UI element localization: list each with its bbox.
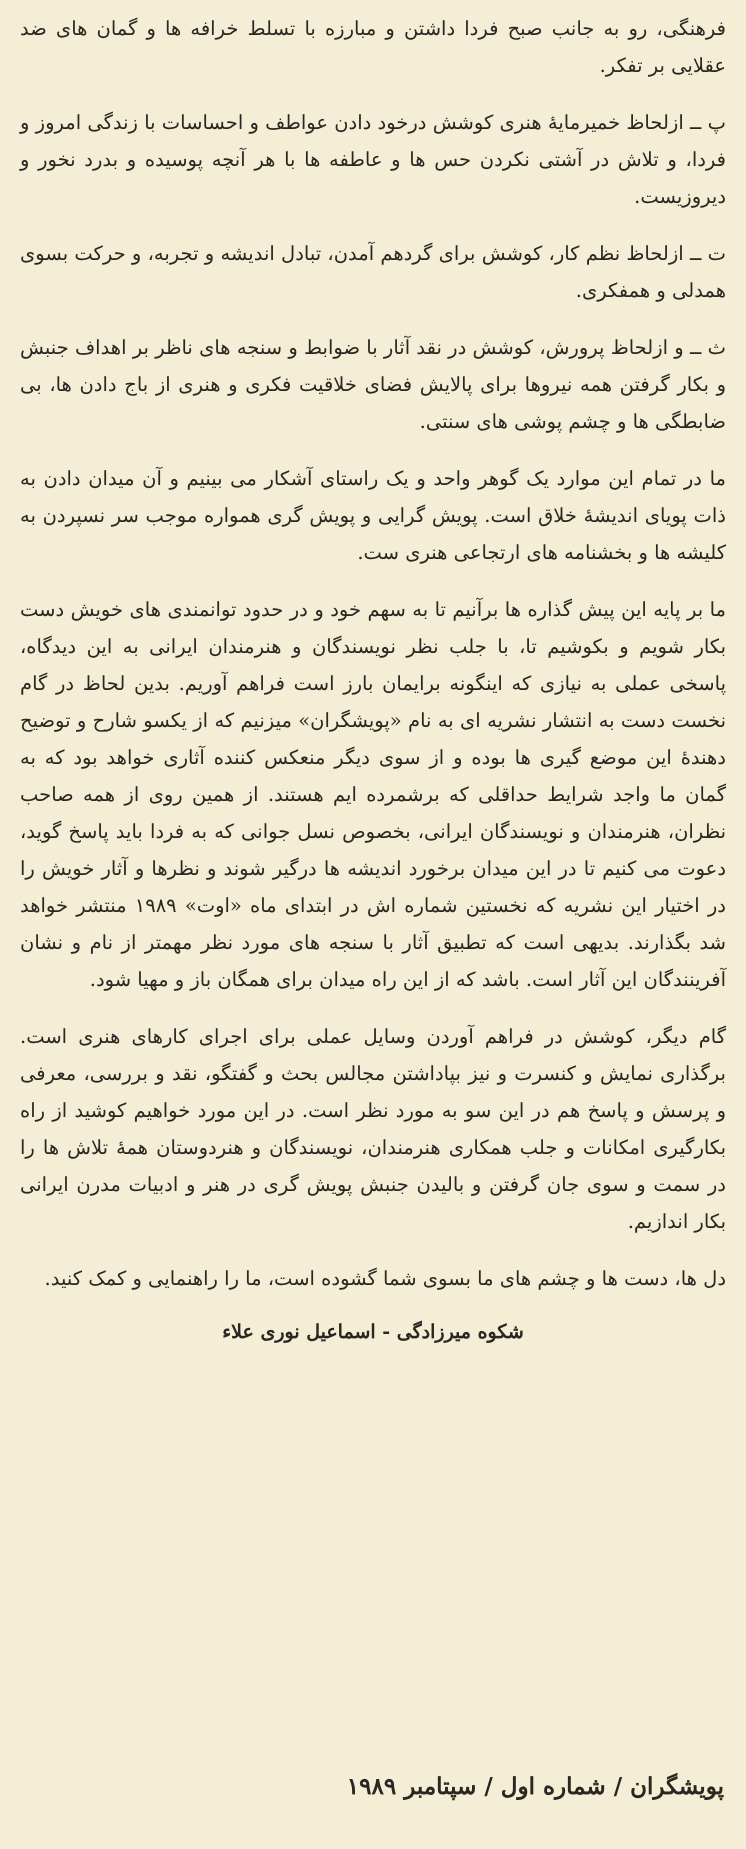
paragraph-item-pe: پ ــ ازلحاظ خمیرمایهٔ هنری کوشش درخود دادن عواطف و احساسات با زندگی امروز و فردا، و تلاش در آشتی نکردن حس ها و عاطفه ها با هر آنچه پوسیده و بدرد نخور و دیروزیست.	[20, 111, 726, 208]
paragraph-item-te: ت ــ ازلحاظ نظم کار، کوشش برای گردهم آمدن، تبادل اندیشه و تجربه، و حرکت بسوی همدلی و همفکری.	[20, 242, 726, 302]
authors-signature: شکوه میرزادگی - اسماعیل نوری علاء	[222, 1321, 524, 1343]
publication-footer: پویشگران / شماره اول / سپتامبر ۱۹۸۹	[346, 1773, 724, 1800]
paragraph-item-se: ث ــ و ازلحاظ پرورش، کوشش در نقد آثار با ضوابط و سنجه های ناظر بر اهداف جنبش و بکار گرفتن همه نیروها برای پالایش فضای خلاقیت فکری و هنری از باج دادن ها، بی ضابطگی ها و چشم پوشی های سنتی.	[20, 336, 726, 433]
paragraph-essence: ما در تمام این موارد یک گوهر واحد و یک راستای آشکار می بینیم و آن میدان دادن به ذات پویای اندیشهٔ خلاق است. پویش گرایی و پویش گری همواره موجب سر نسپردن به کلیشه ها و بخشنامه های ارتجاعی هنری ست.	[20, 467, 726, 564]
paragraph-closing: دل ها، دست ها و چشم های ما بسوی شما گشوده است، ما را راهنمایی و کمک کنید.	[44, 1267, 726, 1290]
paragraph-next-step: گام دیگر، کوشش در فراهم آوردن وسایل عملی برای اجرای کارهای هنری است. برگذاری نمایش و کنسرت و نیز بپاداشتن مجالس بحث و گفتگو، نقد و بررسی، معرفی و پرسش و پاسخ هم در این سو به مورد نظر است. در این مورد خواهیم کوشید از راه بکارگیری امکانات و جلب همکاری هنرمندان، نویسندگان و هنردوستان همهٔ تلاش ها را در سمت و سوی جان گرفتن و بالیدن جنبش پویش گری در هنر و ادبیات مدرن ایرانی بکار اندازیم.	[20, 1025, 726, 1233]
paragraph-intro-continuation: فرهنگی، رو به جانب صبح فردا داشتن و مبارزه با تسلط خرافه ها و گمان های ضد عقلایی بر تفکر.	[20, 17, 726, 77]
paragraph-publication: ما بر پایه این پیش گذاره ها برآنیم تا به سهم خود و در حدود توانمندی های خویش دست بکار شویم و بکوشیم تا، با جلب نظر نویسندگان و هنرمندان ایرانی به این دیدگاه، پاسخی عملی به نیازی که اینگونه برایمان بارز است فراهم آوریم. بدین لحاظ در گام نخست دست به انتشار نشریه ای به نام «پویشگران» میزنیم که از یکسو شارح و توضیح دهندهٔ این موضع گیری ها بوده و از سوی دیگر منعکس کننده آثاری خواهد بود که به گمان ما واجد شرایط حداقلی که برشمرده ایم هستند. از همین روی از همه صاحب نظران، هنرمندان و نویسندگان ایرانی، بخصوص نسل جوانی که به فردا باید پاسخ گوید، دعوت می کنیم تا در این میدان برخورد اندیشه ها درگیر شوند و نظرها و آثار خویش را در اختیار این نشریه که نخستین شماره اش در ابتدای ماه «اوت» ۱۹۸۹ منتشر خواهد شد بگذارند. بدیهی است که تطبیق آثار با سنجه های مورد نظر مهمتر از نام و نشان آفرینندگان این آثار است. باشد که از این راه میدان برای همگان باز و مهیا شود.	[20, 598, 726, 991]
